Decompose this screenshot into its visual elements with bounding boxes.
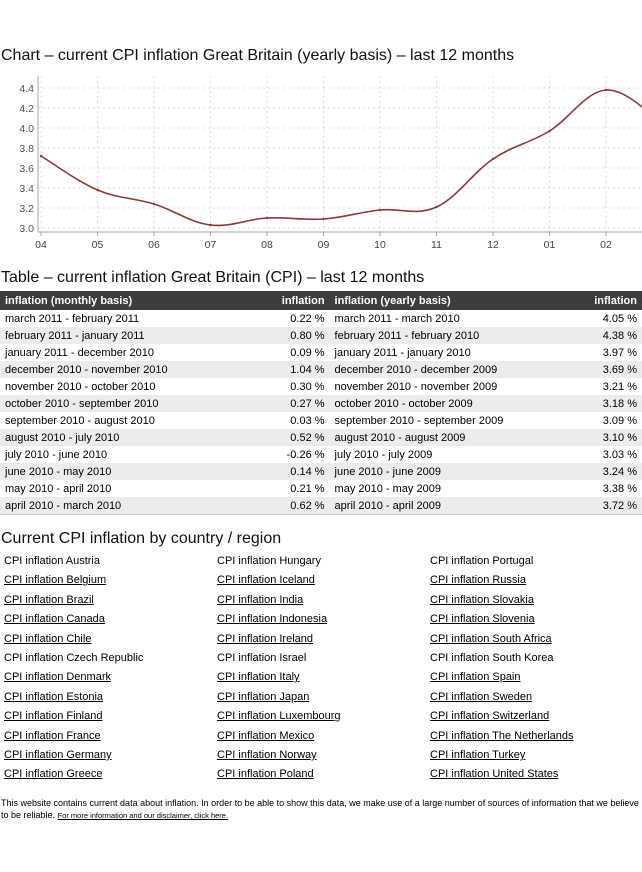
country-item <box>4 552 214 571</box>
x-tick-label: 09 <box>317 239 330 251</box>
y-tick-label: 4.0 <box>19 123 34 135</box>
yearly-period-cell: november 2010 - november 2009 <box>334 380 498 393</box>
country-link[interactable]: CPI inflation Norway <box>217 748 317 761</box>
data-point <box>548 130 550 132</box>
table-row <box>0 395 642 412</box>
country-link[interactable]: CPI inflation Canada <box>4 613 105 626</box>
monthly-value-cell: 0.62 % <box>260 497 330 515</box>
table-row <box>0 327 642 344</box>
monthly-value-cell: -0.26 % <box>286 448 325 461</box>
country-item <box>4 668 214 687</box>
country-link[interactable]: CPI inflation Italy <box>217 671 300 684</box>
country-item <box>430 688 640 707</box>
data-point <box>153 203 155 205</box>
yearly-period-cell: august 2010 - august 2009 <box>330 429 590 446</box>
country-column-2 <box>217 552 427 785</box>
country-link[interactable]: CPI inflation South Africa <box>430 632 552 645</box>
country-link[interactable]: CPI inflation Belgium <box>4 574 107 587</box>
monthly-value-cell: 0.27 % <box>260 395 330 412</box>
x-tick-label: 04 <box>35 239 47 251</box>
x-tick-label: 10 <box>374 239 386 251</box>
yearly-period-cell: may 2010 - may 2009 <box>334 482 441 495</box>
yearly-period-cell: july 2010 - july 2009 <box>334 448 433 461</box>
country-link: CPI inflation Austria <box>4 555 100 567</box>
yearly-period-cell: february 2011 - february 2010 <box>330 327 590 344</box>
monthly-period-cell: may 2010 - april 2010 <box>5 482 112 495</box>
yearly-value-cell: 3.10 % <box>589 429 642 446</box>
disclaimer <box>1 797 641 822</box>
data-point <box>322 218 324 220</box>
country-item <box>217 707 427 726</box>
x-tick-label: 06 <box>148 239 160 251</box>
country-item <box>217 649 427 668</box>
yearly-value-cell: 3.18 % <box>589 395 642 412</box>
header-monthly-period: inflation (monthly basis) <box>0 291 260 310</box>
y-tick-label: 3.0 <box>19 223 34 235</box>
header-yearly-value: inflation <box>589 291 642 310</box>
table-row <box>0 344 642 361</box>
country-item <box>4 591 214 610</box>
yearly-value-cell: 3.97 % <box>602 346 637 359</box>
x-tick-label: 11 <box>431 239 442 251</box>
country-link[interactable]: CPI inflation Brazil <box>4 593 94 606</box>
x-tick-label: 12 <box>487 239 499 251</box>
table-title: Table – current inflation Great Britain (CPI) – last 12 months <box>1 269 425 286</box>
table-row <box>0 378 642 395</box>
country-link[interactable]: CPI inflation France <box>4 729 101 742</box>
disclaimer-link[interactable]: For more information and our disclaimer, click here. <box>57 811 229 820</box>
country-link: CPI inflation Israel <box>217 651 307 664</box>
monthly-period-cell: august 2010 - july 2010 <box>0 429 260 446</box>
monthly-period-cell: october 2010 - september 2010 <box>0 395 260 412</box>
country-link[interactable]: CPI inflation Germany <box>4 748 112 761</box>
country-link: CPI inflation Portugal <box>430 555 534 567</box>
country-item <box>4 610 214 629</box>
country-link[interactable]: CPI inflation Greece <box>4 768 103 781</box>
table-row <box>0 463 642 480</box>
yearly-value-cell: 3.03 % <box>602 448 637 461</box>
country-item <box>4 630 214 649</box>
yearly-value-cell: 3.24 % <box>589 463 642 480</box>
x-tick-label: 07 <box>204 239 217 251</box>
country-column-3 <box>430 552 640 785</box>
country-item <box>4 688 214 707</box>
country-item <box>217 727 427 746</box>
data-point <box>379 209 381 211</box>
country-item <box>430 571 640 590</box>
country-link[interactable]: CPI inflation India <box>217 593 304 606</box>
country-link[interactable]: CPI inflation Russia <box>430 574 526 587</box>
country-link[interactable]: CPI inflation Spain <box>430 671 521 684</box>
yearly-value-cell: 3.38 % <box>602 482 637 495</box>
country-column-1 <box>4 552 214 785</box>
x-tick-label: 08 <box>261 239 273 251</box>
country-item <box>4 765 214 784</box>
country-item <box>430 649 640 668</box>
monthly-period-cell: april 2010 - march 2010 <box>0 497 260 515</box>
country-item <box>217 688 427 707</box>
data-point <box>435 206 437 208</box>
country-link[interactable]: CPI inflation Slovenia <box>430 613 535 626</box>
table-row <box>0 480 642 497</box>
country-item <box>430 668 640 687</box>
country-item <box>4 727 214 746</box>
country-link[interactable]: CPI inflation Iceland <box>217 574 315 587</box>
monthly-value-cell: 0.09 % <box>290 346 325 359</box>
header-monthly-value: inflation <box>260 291 330 310</box>
table-row <box>0 446 642 463</box>
country-link[interactable]: CPI inflation Sweden <box>430 690 533 703</box>
data-point <box>492 158 494 160</box>
country-link[interactable]: CPI inflation Poland <box>217 768 314 781</box>
country-link[interactable]: CPI inflation Luxembourg <box>217 710 341 723</box>
country-item <box>430 552 640 571</box>
monthly-value-cell: 0.03 % <box>290 414 325 427</box>
monthly-period-cell: november 2010 - october 2010 <box>5 380 156 393</box>
countries-title: Current CPI inflation by country / region <box>1 530 282 547</box>
monthly-value-cell: 0.52 % <box>260 429 330 446</box>
country-item <box>430 610 640 629</box>
yearly-period-cell: january 2011 - january 2010 <box>334 346 471 359</box>
country-item <box>430 765 640 784</box>
yearly-value-cell: 3.21 % <box>602 380 637 393</box>
country-item <box>430 707 640 726</box>
country-item <box>430 591 640 610</box>
yearly-period-cell: april 2010 - april 2009 <box>330 497 590 515</box>
country-item <box>430 727 640 746</box>
y-tick-label: 3.8 <box>19 143 34 155</box>
monthly-value-cell: 0.21 % <box>290 482 325 495</box>
monthly-value-cell: 0.80 % <box>260 327 330 344</box>
yearly-value-cell: 4.05 % <box>602 312 637 325</box>
country-item <box>217 630 427 649</box>
country-link[interactable]: CPI inflation Slovakia <box>430 593 534 606</box>
country-link[interactable]: CPI inflation Ireland <box>217 632 313 645</box>
y-tick-label: 3.6 <box>19 163 34 175</box>
yearly-period-cell: december 2010 - december 2009 <box>330 361 590 378</box>
table-row <box>0 497 642 515</box>
yearly-value-cell: 3.72 % <box>589 497 642 515</box>
series-line <box>41 90 642 226</box>
country-link[interactable]: CPI inflation Switzerland <box>430 710 550 723</box>
yearly-value-cell: 4.38 % <box>589 327 642 344</box>
monthly-period-cell: september 2010 - august 2010 <box>5 414 155 427</box>
yearly-period-cell: september 2010 - september 2009 <box>334 414 504 427</box>
country-item <box>217 765 427 784</box>
yearly-value-cell: 3.69 % <box>589 361 642 378</box>
monthly-period-cell: march 2011 - february 2011 <box>5 312 140 325</box>
monthly-period-cell: july 2010 - june 2010 <box>5 448 108 461</box>
country-link[interactable]: CPI inflation Indonesia <box>217 613 328 626</box>
table-row <box>0 361 642 378</box>
table-row <box>0 310 642 327</box>
monthly-value-cell: 0.30 % <box>290 380 325 393</box>
country-item <box>217 591 427 610</box>
data-point <box>605 89 607 91</box>
monthly-period-cell: december 2010 - november 2010 <box>0 361 260 378</box>
yearly-period-cell: march 2011 - march 2010 <box>334 312 460 325</box>
country-item <box>217 668 427 687</box>
monthly-period-cell: february 2011 - january 2011 <box>0 327 260 344</box>
inflation-table <box>0 291 642 515</box>
country-item <box>4 571 214 590</box>
monthly-period-cell: january 2011 - december 2010 <box>5 346 155 359</box>
country-item <box>217 746 427 765</box>
table-header-row <box>0 291 642 310</box>
country-link[interactable]: CPI inflation Finland <box>4 710 103 723</box>
country-item <box>4 707 214 726</box>
yearly-value-cell: 3.09 % <box>602 414 637 427</box>
country-item <box>217 610 427 629</box>
country-link[interactable]: CPI inflation Japan <box>217 690 310 703</box>
country-item <box>217 571 427 590</box>
chart-title: Chart – current CPI inflation Great Britain (yearly basis) – last 12 months <box>1 47 515 64</box>
table-row <box>0 429 642 446</box>
country-item <box>4 649 214 668</box>
country-link[interactable]: CPI inflation Turkey <box>430 748 526 761</box>
monthly-value-cell: 1.04 % <box>260 361 330 378</box>
monthly-value-cell: 0.14 % <box>260 463 330 480</box>
yearly-period-cell: june 2010 - june 2009 <box>330 463 590 480</box>
country-link[interactable]: CPI inflation The Netherlands <box>430 729 574 742</box>
monthly-period-cell: june 2010 - may 2010 <box>0 463 260 480</box>
x-tick-label: 05 <box>91 239 104 251</box>
y-tick-label: 3.4 <box>19 183 34 195</box>
inflation-line-chart <box>0 70 642 260</box>
monthly-value-cell: 0.22 % <box>290 312 325 325</box>
country-link[interactable]: CPI inflation Denmark <box>4 671 111 684</box>
table-row <box>0 412 642 429</box>
header-yearly-period: inflation (yearly basis) <box>330 291 590 310</box>
yearly-period-cell: october 2010 - october 2009 <box>330 395 590 412</box>
data-point <box>266 217 268 219</box>
country-item <box>430 630 640 649</box>
country-link[interactable]: CPI inflation Mexico <box>217 729 315 742</box>
country-link[interactable]: CPI inflation Chile <box>4 632 92 645</box>
country-link[interactable]: CPI inflation United States <box>430 768 559 781</box>
y-tick-label: 3.2 <box>19 203 34 215</box>
country-item <box>217 552 427 571</box>
data-point <box>40 155 42 157</box>
y-tick-label: 4.2 <box>19 103 34 115</box>
data-point <box>209 224 211 226</box>
y-tick-label: 4.4 <box>19 83 34 95</box>
x-tick-label: 01 <box>543 239 556 251</box>
country-link[interactable]: CPI inflation Estonia <box>4 690 104 703</box>
country-link: CPI inflation Czech Republic <box>4 651 144 664</box>
disclaimer-text: This website contains current data about inflation. In order to be able to show this data, we make use of a large number of sources of information that we believe to be reliable. <box>1 798 639 820</box>
country-link: CPI inflation Hungary <box>217 555 321 567</box>
country-link: CPI inflation South Korea <box>430 651 554 664</box>
country-item <box>4 746 214 765</box>
data-point <box>96 189 98 191</box>
x-tick-label: 02 <box>600 239 612 251</box>
country-item <box>430 746 640 765</box>
